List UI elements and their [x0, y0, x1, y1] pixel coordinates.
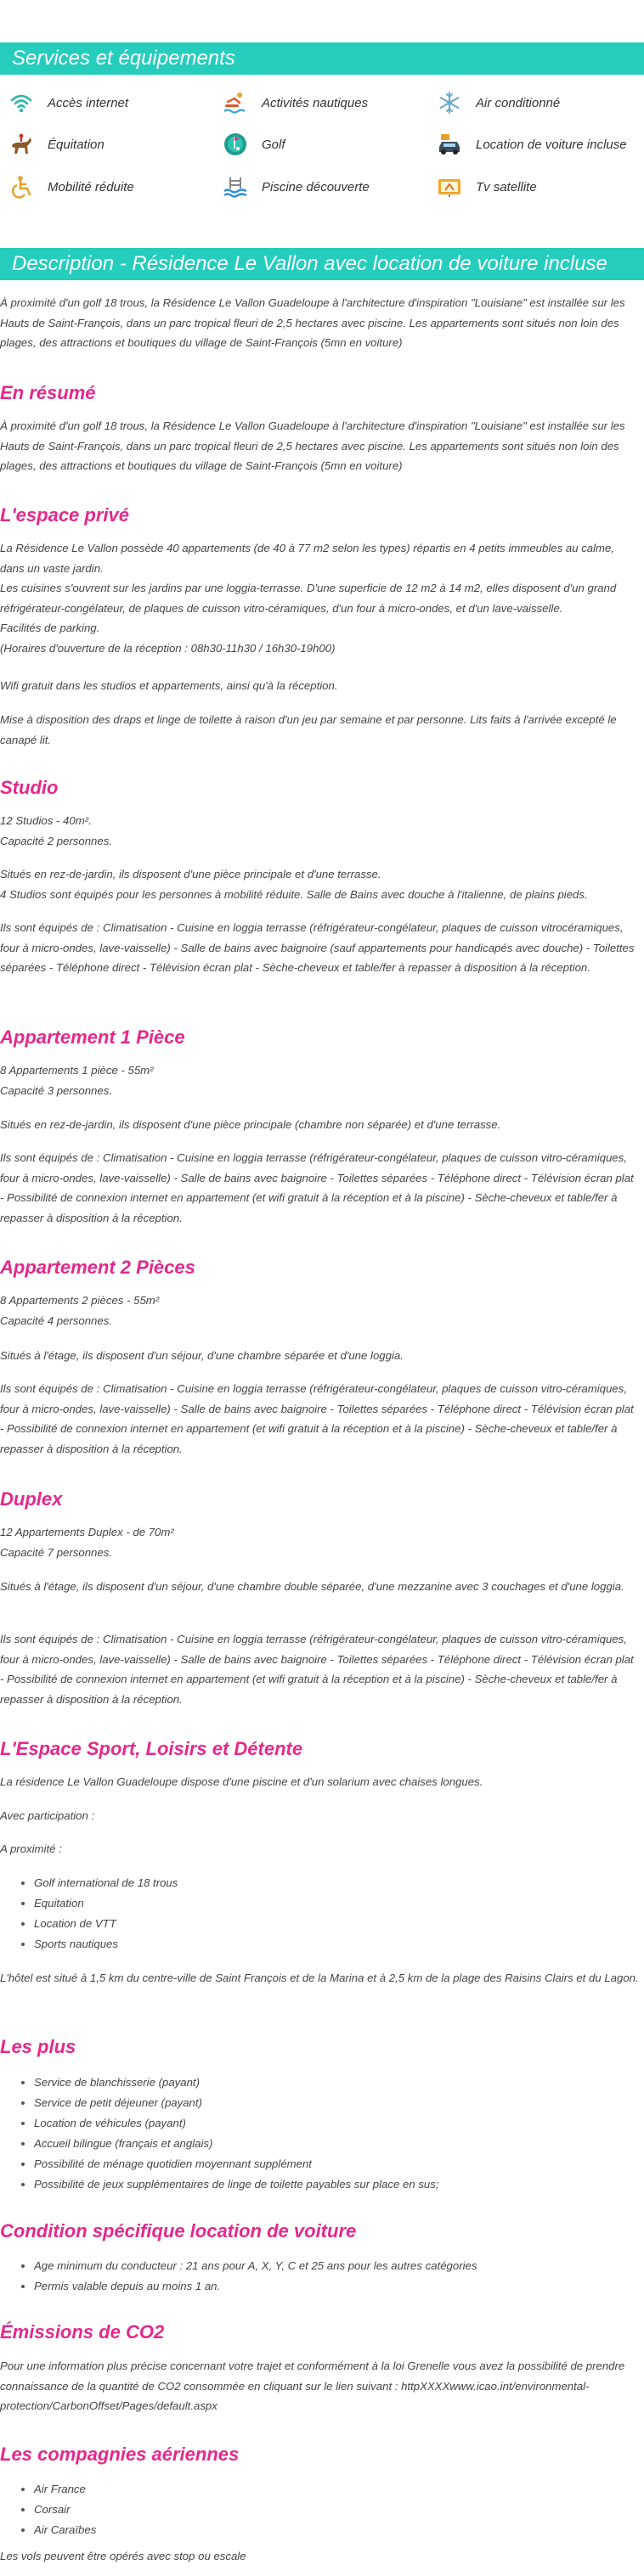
studio-line: Situés en rez-de-jardin, ils disposent d'une pièce principale et d'une terrasse.: [0, 868, 381, 880]
sport-p4: L'hôtel est situé à 1,5 km du centre-ville de Saint François et de la Marina et à 2,5 km de la plage des Raisins Clairs et du Lagon.: [0, 1971, 639, 1984]
sport-p1: La résidence Le Vallon Guadeloupe dispose d'une piscine et d'un solarium avec chaises longues.: [0, 1775, 483, 1788]
tv-icon: [437, 174, 462, 200]
espace-prive-line: La Résidence Le Vallon possède 40 appartements (de 40 à 77 m2 selon les types) répartis en 4 petits immeubles au calme, dans un vaste jardin.: [0, 542, 615, 575]
list-item: • Sports nautiques: [34, 1934, 629, 1954]
section-heading-app1: Appartement 1 Pièce: [0, 1026, 185, 1048]
sport-p2: Avec participation :: [0, 1809, 95, 1822]
amenity-item: [8, 129, 105, 160]
amenity-label: Golf: [262, 137, 285, 152]
duplex-equipment: Ils sont équipés de : Climatisation - Cuisine en loggia terrasse (réfrigérateur-congélateur, plaques de cuisson vitro-céramiques, four à micro-ondes, lave-vaisselle) - Salle de bains avec baignoire - Toilettes séparées - Téléphone direct - Télévision écran plat - Possibilité de connexion internet en appartement (et wifi gratuit à la réception et à la piscine) - Sèche-cheveux et table/fer à repasser à disposition à la réception.: [0, 1633, 634, 1706]
wifi-icon: [8, 90, 34, 115]
amenity-label: Accès internet: [48, 95, 129, 110]
pool-icon: [223, 174, 248, 200]
amenity-label: Air conditionné: [476, 95, 561, 110]
list-item: • Air Caraïbes: [34, 2520, 629, 2540]
section-heading-resume: En résumé: [0, 382, 96, 403]
golf-icon: [223, 132, 248, 157]
studio-count: 12 Studios - 40m².: [0, 814, 92, 827]
list-item: • Service de blanchisserie (payant): [34, 2073, 629, 2093]
studio-specs: [0, 811, 639, 851]
espace-prive-line: Facilités de parking.: [0, 622, 100, 634]
airlines-list: [0, 2479, 629, 2540]
amenity-item: [223, 129, 285, 160]
list-item: • Possibilité de jeux supplémentaires de linge de toilette payables sur place en sus;: [34, 2174, 629, 2195]
amenity-label: Activités nautiques: [262, 95, 369, 110]
studio-p1: [0, 864, 639, 904]
amenity-item: [437, 129, 627, 160]
app2-equipment: Ils sont équipés de : Climatisation - Cuisine en loggia terrasse (réfrigérateur-congélateur, plaques de cuisson vitro-céramiques, four à micro-ondes, lave-vaisselle) - Salle de bains avec baignoire - Toilettes séparées - Téléphone direct - Télévision écran plat - Possibilité de connexion internet en appartement (et wifi gratuit à la réception et à la piscine) - Sèche-cheveux et table/fer à repasser à disposition à la réception.: [0, 1382, 634, 1455]
app2-capacity: Capacité 4 personnes.: [0, 1313, 112, 1327]
app1-equipment: Ils sont équipés de : Climatisation - Cuisine en loggia terrasse (réfrigérateur-congélateur, plaques de cuisson vitro-céramiques, four à micro-ondes, lave-vaisselle) - Salle de bains avec baignoire - Toilettes séparées - Téléphone direct - Télévision écran plat - Possibilité de connexion internet en appartement (et wifi gratuit à la réception et à la piscine) - Sèche-cheveux et table/fer à repasser à disposition à la réception.: [0, 1151, 634, 1224]
condition-list: [0, 2256, 629, 2297]
list-item: • Golf international de 18 trous: [34, 1873, 629, 1893]
amenity-item: [223, 172, 370, 202]
sport-list: [0, 1873, 629, 1954]
duplex-count: 12 Appartements Duplex - de 70m²: [0, 1526, 174, 1538]
espace-prive-p1: [0, 538, 639, 658]
espace-prive-p3: Mise à disposition des draps et linge de toilette à raison d'un jeu par semaine et par personne. Lits faits à l'arrivée excepté le canapé lit.: [0, 713, 617, 746]
amenity-label: Location de voiture incluse: [476, 137, 627, 152]
description-title: Description - Résidence Le Vallon avec location de voiture incluse: [0, 248, 644, 280]
amenity-label: Piscine découverte: [262, 179, 370, 194]
section-heading-app2: Appartement 2 Pièces: [0, 1257, 195, 1278]
amenity-item: [8, 87, 128, 118]
amenity-item: [437, 87, 560, 118]
studio-equipment: Ils sont équipés de : Climatisation - Cuisine en loggia terrasse (réfrigérateur-congélateur, plaques de cuisson vitrocéramiques, four à micro-ondes, lave-vaisselle) - Salle de bains avec baignoire (sauf appartements pour handicapés avec douche) - Toilettes séparées - Téléphone direct - Télévision écran plat - Sèche-cheveux et table/fer à repasser à disposition à la réception.: [0, 921, 635, 974]
espace-prive-line: (Horaires d'ouverture de la réception : 08h30-11h30 / 16h30-19h00): [0, 641, 336, 655]
list-item: • Air France: [34, 2479, 629, 2500]
list-item: • Age minimum du conducteur : 21 ans pour A, X, Y, C et 25 ans pour les autres catégories: [34, 2256, 629, 2276]
section-heading-plus: Les plus: [0, 2036, 76, 2057]
list-item: • Accueil bilingue (français et anglais): [34, 2134, 629, 2154]
app1-count: 8 Appartements 1 pièce - 55m²: [0, 1064, 154, 1077]
studio-line: 4 Studios sont équipés pour les personnes à mobilité réduite. Salle de Bains avec douche à l'italienne, de plains pieds.: [0, 887, 588, 901]
co2-text: Pour une information plus précise concernant votre trajet et conformément à la loi Grenelle vous avez la possibilité de prendre connaissance de la quantité de CO2 consommée en cliquant sur le lien suivant : httpXXXXwww.icao.int/environmental-protection/CarbonOffset/Pages/default.aspx: [0, 2359, 625, 2412]
section-heading-duplex: Duplex: [0, 1488, 63, 1510]
list-item: • Service de petit déjeuner (payant): [34, 2093, 629, 2113]
amenity-item: [8, 172, 134, 202]
wheelchair-icon: [8, 174, 34, 200]
amenity-item: [223, 87, 368, 118]
amenity-item: [437, 172, 537, 202]
duplex-capacity: Capacité 7 personnes.: [0, 1545, 112, 1559]
app1-capacity: Capacité 3 personnes.: [0, 1083, 112, 1097]
app2-p1: Situés à l'étage, ils disposent d'un séjour, d'une chambre séparée et d'une loggia.: [0, 1349, 404, 1362]
duplex-specs: [0, 1522, 639, 1562]
list-item: • Equitation: [34, 1893, 629, 1914]
section-heading-co2: Émissions de CO2: [0, 2321, 165, 2343]
espace-prive-line: Les cuisines s'ouvrent sur les jardins par une loggia-terrasse. D'une superficie de 12 m2 à 14 m2, elles disposent d'un grand réfrigérateur-congélateur, de plaques de cuisson vitro-céramiques, d'un four à micro-ondes, et d'un lave-vaisselle.: [0, 582, 617, 615]
list-item: • Possibilité de ménage quotidien moyennant supplément: [34, 2154, 629, 2174]
section-heading-airlines: Les compagnies aériennes: [0, 2444, 240, 2465]
services-title: Services et équipements: [0, 42, 644, 75]
resume-text: À proximité d'un golf 18 trous, la Résidence Le Vallon Guadeloupe à l'architecture d'inspiration "Louisiane" est installée sur les Hauts de Saint-François, dans un parc tropical fleuri de 2,5 hectares avec piscine. Les appartements sont situés non loin des plages, des attractions et boutiques du village de Saint-François (5mn en voiture): [0, 419, 625, 472]
list-item: • Location de véhicules (payant): [34, 2113, 629, 2134]
amenity-label: Tv satellite: [476, 179, 537, 194]
section-heading-studio: Studio: [0, 777, 59, 798]
list-item: • Permis valable depuis au moins 1 an.: [34, 2276, 629, 2297]
snowflake-icon: [437, 90, 462, 115]
app1-specs: [0, 1060, 639, 1100]
app2-count: 8 Appartements 2 pièces - 55m²: [0, 1294, 160, 1307]
duplex-p1: Situés à l'étage, ils disposent d'un séjour, d'une chambre double séparée, d'une mezzanine avec 3 couchages et d'une loggia.: [0, 1580, 624, 1593]
studio-capacity: Capacité 2 personnes.: [0, 834, 112, 847]
section-heading-espace-prive: L'espace privé: [0, 504, 129, 526]
airlines-note: Les vols peuvent être opérés avec stop ou escale: [0, 2550, 246, 2562]
app2-specs: [0, 1291, 639, 1330]
horse-riding-icon: [8, 132, 34, 157]
section-heading-condition: Condition spécifique location de voiture: [0, 2220, 357, 2241]
app1-p1: Situés en rez-de-jardin, ils disposent d'une pièce principale (chambre non séparée) et d'une terrasse.: [0, 1118, 501, 1131]
plus-list: [0, 2073, 629, 2195]
amenity-label: Équitation: [48, 137, 105, 152]
espace-prive-p2: Wifi gratuit dans les studios et appartements, ainsi qu'à la réception.: [0, 679, 338, 692]
sport-p3: A proximité :: [0, 1842, 62, 1855]
list-item: • Corsair: [34, 2500, 629, 2520]
list-item: • Location de VTT: [34, 1914, 629, 1934]
description-intro: À proximité d'un golf 18 trous, la Résidence Le Vallon Guadeloupe à l'architecture d'inspiration "Louisiane" est installée sur les Hauts de Saint-François, dans un parc tropical fleuri de 2,5 hectares avec piscine. Les appartements sont situés non loin des plages, des attractions et boutiques du village de Saint-François (5mn en voiture): [0, 296, 625, 349]
car-rental-icon: [437, 132, 462, 157]
water-sports-icon: [223, 90, 248, 115]
amenity-label: Mobilité réduite: [48, 179, 134, 194]
section-heading-sport: L'Espace Sport, Loisirs et Détente: [0, 1738, 303, 1759]
